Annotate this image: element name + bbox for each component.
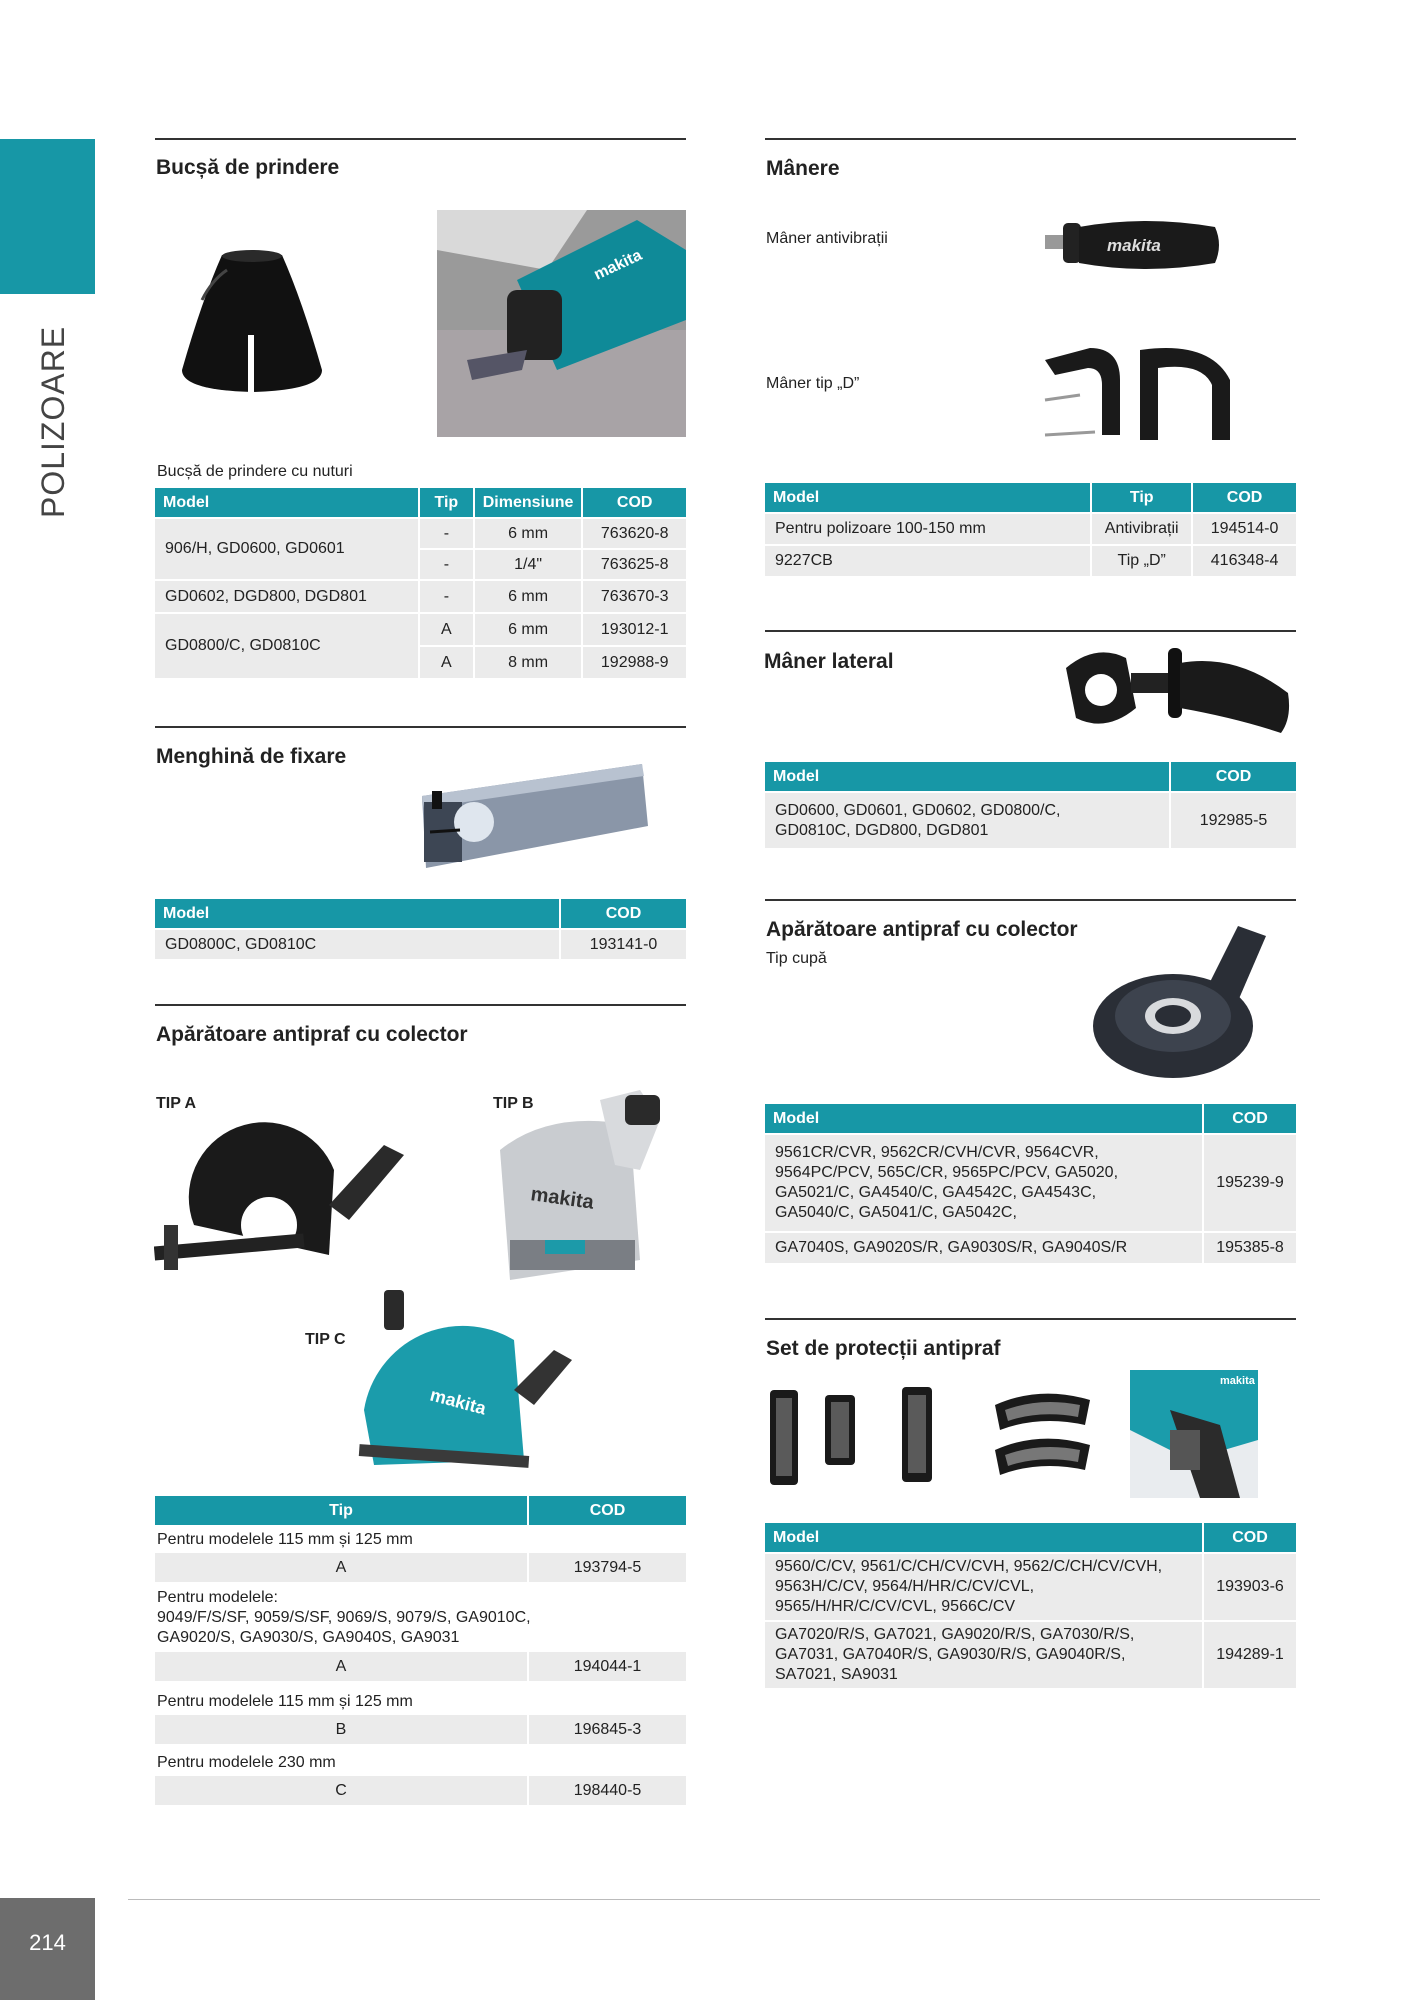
grinder-with-filter-photo [1130, 1370, 1258, 1498]
col-header-tip: Tip [420, 488, 473, 517]
table-cell-dim: 6 mm [475, 581, 582, 612]
type-label-a: TIP A [156, 1095, 197, 1112]
col-header-model: Model [155, 899, 559, 928]
handle-label-d: Mâner tip „D” [766, 375, 860, 392]
section-divider [155, 138, 686, 140]
col-header-model: Model [765, 1523, 1202, 1552]
table-cell-model: 906/H, GD0600, GD0601 [155, 519, 418, 579]
table-cell-cod: 195385-8 [1204, 1233, 1296, 1263]
col-header-cod: COD [1204, 1523, 1296, 1552]
guard-type-b-image [490, 1090, 684, 1288]
guard-type-c-image [344, 1280, 576, 1484]
table-cell-model: 9560/C/CV, 9561/C/CH/CV/CVH, 9562/C/CH/CV/CVH, 9563H/C/CV, 9564/H/HR/C/CV/CVL, 9565/H/HR/C/CV/CVL, 9566C/CV [765, 1554, 1202, 1620]
table-cell-cod: 196845-3 [529, 1715, 686, 1744]
col-header-cod: COD [1171, 762, 1296, 791]
col-header-model: Model [765, 1104, 1202, 1133]
table-cell-cod: 195239-9 [1204, 1135, 1296, 1231]
collet-cone-image [172, 240, 332, 400]
table-cell-tip: - [420, 581, 473, 612]
table-cell-model: GD0800/C, GD0810C [155, 614, 418, 678]
table-subheading: Pentru modelele 115 mm și 125 mm [155, 1683, 686, 1713]
col-header-dimensiune: Dimensiune [475, 488, 582, 517]
table-cell-model: 9561CR/CVR, 9562CR/CVH/CVR, 9564CVR, 9564PC/PCV, 565C/CR, 9565PC/PCV, GA5020, GA5021/C, GA4540/C, GA4542C, GA4543C, GA5040/C, GA5041/C, GA5042C, [765, 1135, 1202, 1231]
table-cell-tip: A [155, 1553, 527, 1582]
section-title-manere: Mânere [766, 157, 840, 180]
dust-filter-covers-image [990, 1385, 1100, 1485]
col-header-model: Model [155, 488, 418, 517]
table-cell-dim: 6 mm [475, 614, 582, 645]
table-cell-model: GD0602, DGD800, DGD801 [155, 581, 418, 612]
col-header-cod: COD [1204, 1104, 1296, 1133]
section-title-maner-lateral: Mâner lateral [764, 650, 894, 673]
footer-divider [128, 1899, 1320, 1900]
col-header-cod: COD [529, 1496, 686, 1525]
guard-type-a-image [154, 1115, 408, 1279]
table-cell-model: GD0600, GD0601, GD0602, GD0800/C, GD0810C, DGD800, DGD801 [765, 793, 1169, 848]
section-title-menghina: Menghină de fixare [156, 745, 347, 768]
svg-text:makita: makita [529, 1183, 596, 1214]
section-divider [765, 1318, 1296, 1320]
col-header-model: Model [765, 483, 1090, 512]
table-cell-cod: 193903-6 [1204, 1554, 1296, 1620]
table-cell-tip: A [420, 614, 473, 645]
svg-text:makita: makita [1107, 236, 1161, 255]
section-divider [765, 630, 1296, 632]
type-label-c: TIP C [305, 1331, 346, 1348]
vise-clamp-image [412, 756, 656, 872]
section-title-bucsa: Bucșă de prindere [156, 156, 340, 179]
col-header-cod: COD [561, 899, 686, 928]
svg-text:makita: makita [591, 246, 645, 284]
table-cell-model: 9227CB [765, 546, 1090, 576]
type-label-b: TIP B [493, 1095, 534, 1112]
table-subheading: Pentru modelele 115 mm și 125 mm [155, 1527, 686, 1551]
section-title-aparatoare: Apărătoare antipraf cu colector [156, 1023, 468, 1046]
svg-text:makita: makita [427, 1384, 489, 1419]
table-cell-model: GA7040S, GA9020S/R, GA9030S/R, GA9040S/R [765, 1233, 1202, 1263]
aparatoare-right-table [763, 1102, 1298, 1265]
section-divider [765, 138, 1296, 140]
table-cell-cod: 194289-1 [1204, 1622, 1296, 1688]
maner-lateral-table [763, 760, 1298, 850]
aparatoare-cupa-subtitle: Tip cupă [766, 950, 827, 967]
col-header-tip: Tip [155, 1496, 527, 1525]
table-cell-cod: 193794-5 [529, 1553, 686, 1582]
table-cell-cod: 193012-1 [583, 614, 686, 645]
section-divider [155, 1004, 686, 1006]
page-number: 214 [29, 1930, 66, 1955]
table-cell-cod: 763670-3 [583, 581, 686, 612]
svg-text:makita: makita [1220, 1375, 1255, 1387]
section-divider [765, 899, 1296, 901]
table-cell-cod: 193141-0 [561, 930, 686, 959]
d-handle-image [1040, 340, 1240, 450]
table-cell-cod: 192985-5 [1171, 793, 1296, 848]
col-header-cod: COD [583, 488, 686, 517]
table-cell-cod: 763620-8 [583, 519, 686, 548]
dust-filter-strip-image [900, 1385, 940, 1485]
side-handle-image [1056, 638, 1296, 748]
table-cell-cod: 416348-4 [1193, 546, 1296, 576]
cup-guard-image [1088, 916, 1278, 1086]
table-cell-cod: 763625-8 [583, 550, 686, 579]
antivibration-handle-image [1045, 205, 1223, 287]
table-cell-dim: 1/4" [475, 550, 582, 579]
sidebar-category-label: POLIZOARE [35, 325, 71, 518]
table-cell-model: GA7020/R/S, GA7021, GA9020/R/S, GA7030/R/S, GA7031, GA7040R/S, GA9030/R/S, GA9040R/S, SA7021, SA9031 [765, 1622, 1202, 1688]
col-header-model: Model [765, 762, 1169, 791]
table-cell-tip: C [155, 1776, 527, 1805]
table-cell-model: Pentru polizoare 100-150 mm [765, 514, 1090, 544]
table-cell-cod: 194044-1 [529, 1652, 686, 1681]
dust-filter-strips-image [765, 1380, 875, 1490]
table-cell-tip: B [155, 1715, 527, 1744]
sidebar-accent-block [0, 139, 95, 294]
section-title-aparatoare-cupa: Apărătoare antipraf cu colector [766, 918, 1078, 941]
col-header-cod: COD [1193, 483, 1296, 512]
die-grinder-photo [437, 210, 686, 437]
table-subheading: Pentru modelele: 9049/F/S/SF, 9059/S/SF, 9069/S, 9079/S, GA9010C, GA9020/S, GA9030/S, GA9040S, GA9031 [155, 1584, 686, 1650]
table-cell-model: GD0800C, GD0810C [155, 930, 559, 959]
col-header-tip: Tip [1092, 483, 1191, 512]
table-cell-tip: - [420, 550, 473, 579]
table-cell-cod: 192988-9 [583, 647, 686, 678]
set-protectii-table [763, 1521, 1298, 1690]
table-cell-tip: Tip „D” [1092, 546, 1191, 576]
table-cell-dim: 6 mm [475, 519, 582, 548]
section-title-set-protectii: Set de protecții antipraf [766, 1337, 1001, 1360]
table-cell-cod: 198440-5 [529, 1776, 686, 1805]
table-subheading: Pentru modelele 230 mm [155, 1746, 686, 1774]
menghina-table [153, 897, 688, 961]
bucsa-subtitle: Bucșă de prindere cu nuturi [157, 463, 353, 480]
handle-label-antivibration: Mâner antivibrații [766, 230, 888, 247]
table-cell-tip: - [420, 519, 473, 548]
section-divider [155, 726, 686, 728]
table-cell-dim: 8 mm [475, 647, 582, 678]
table-cell-tip: A [155, 1652, 527, 1681]
table-cell-tip: A [420, 647, 473, 678]
manere-table [763, 481, 1298, 578]
table-cell-tip: Antivibrații [1092, 514, 1191, 544]
bucsa-table [153, 486, 688, 680]
table-cell-cod: 194514-0 [1193, 514, 1296, 544]
aparatoare-left-table [153, 1494, 688, 1807]
